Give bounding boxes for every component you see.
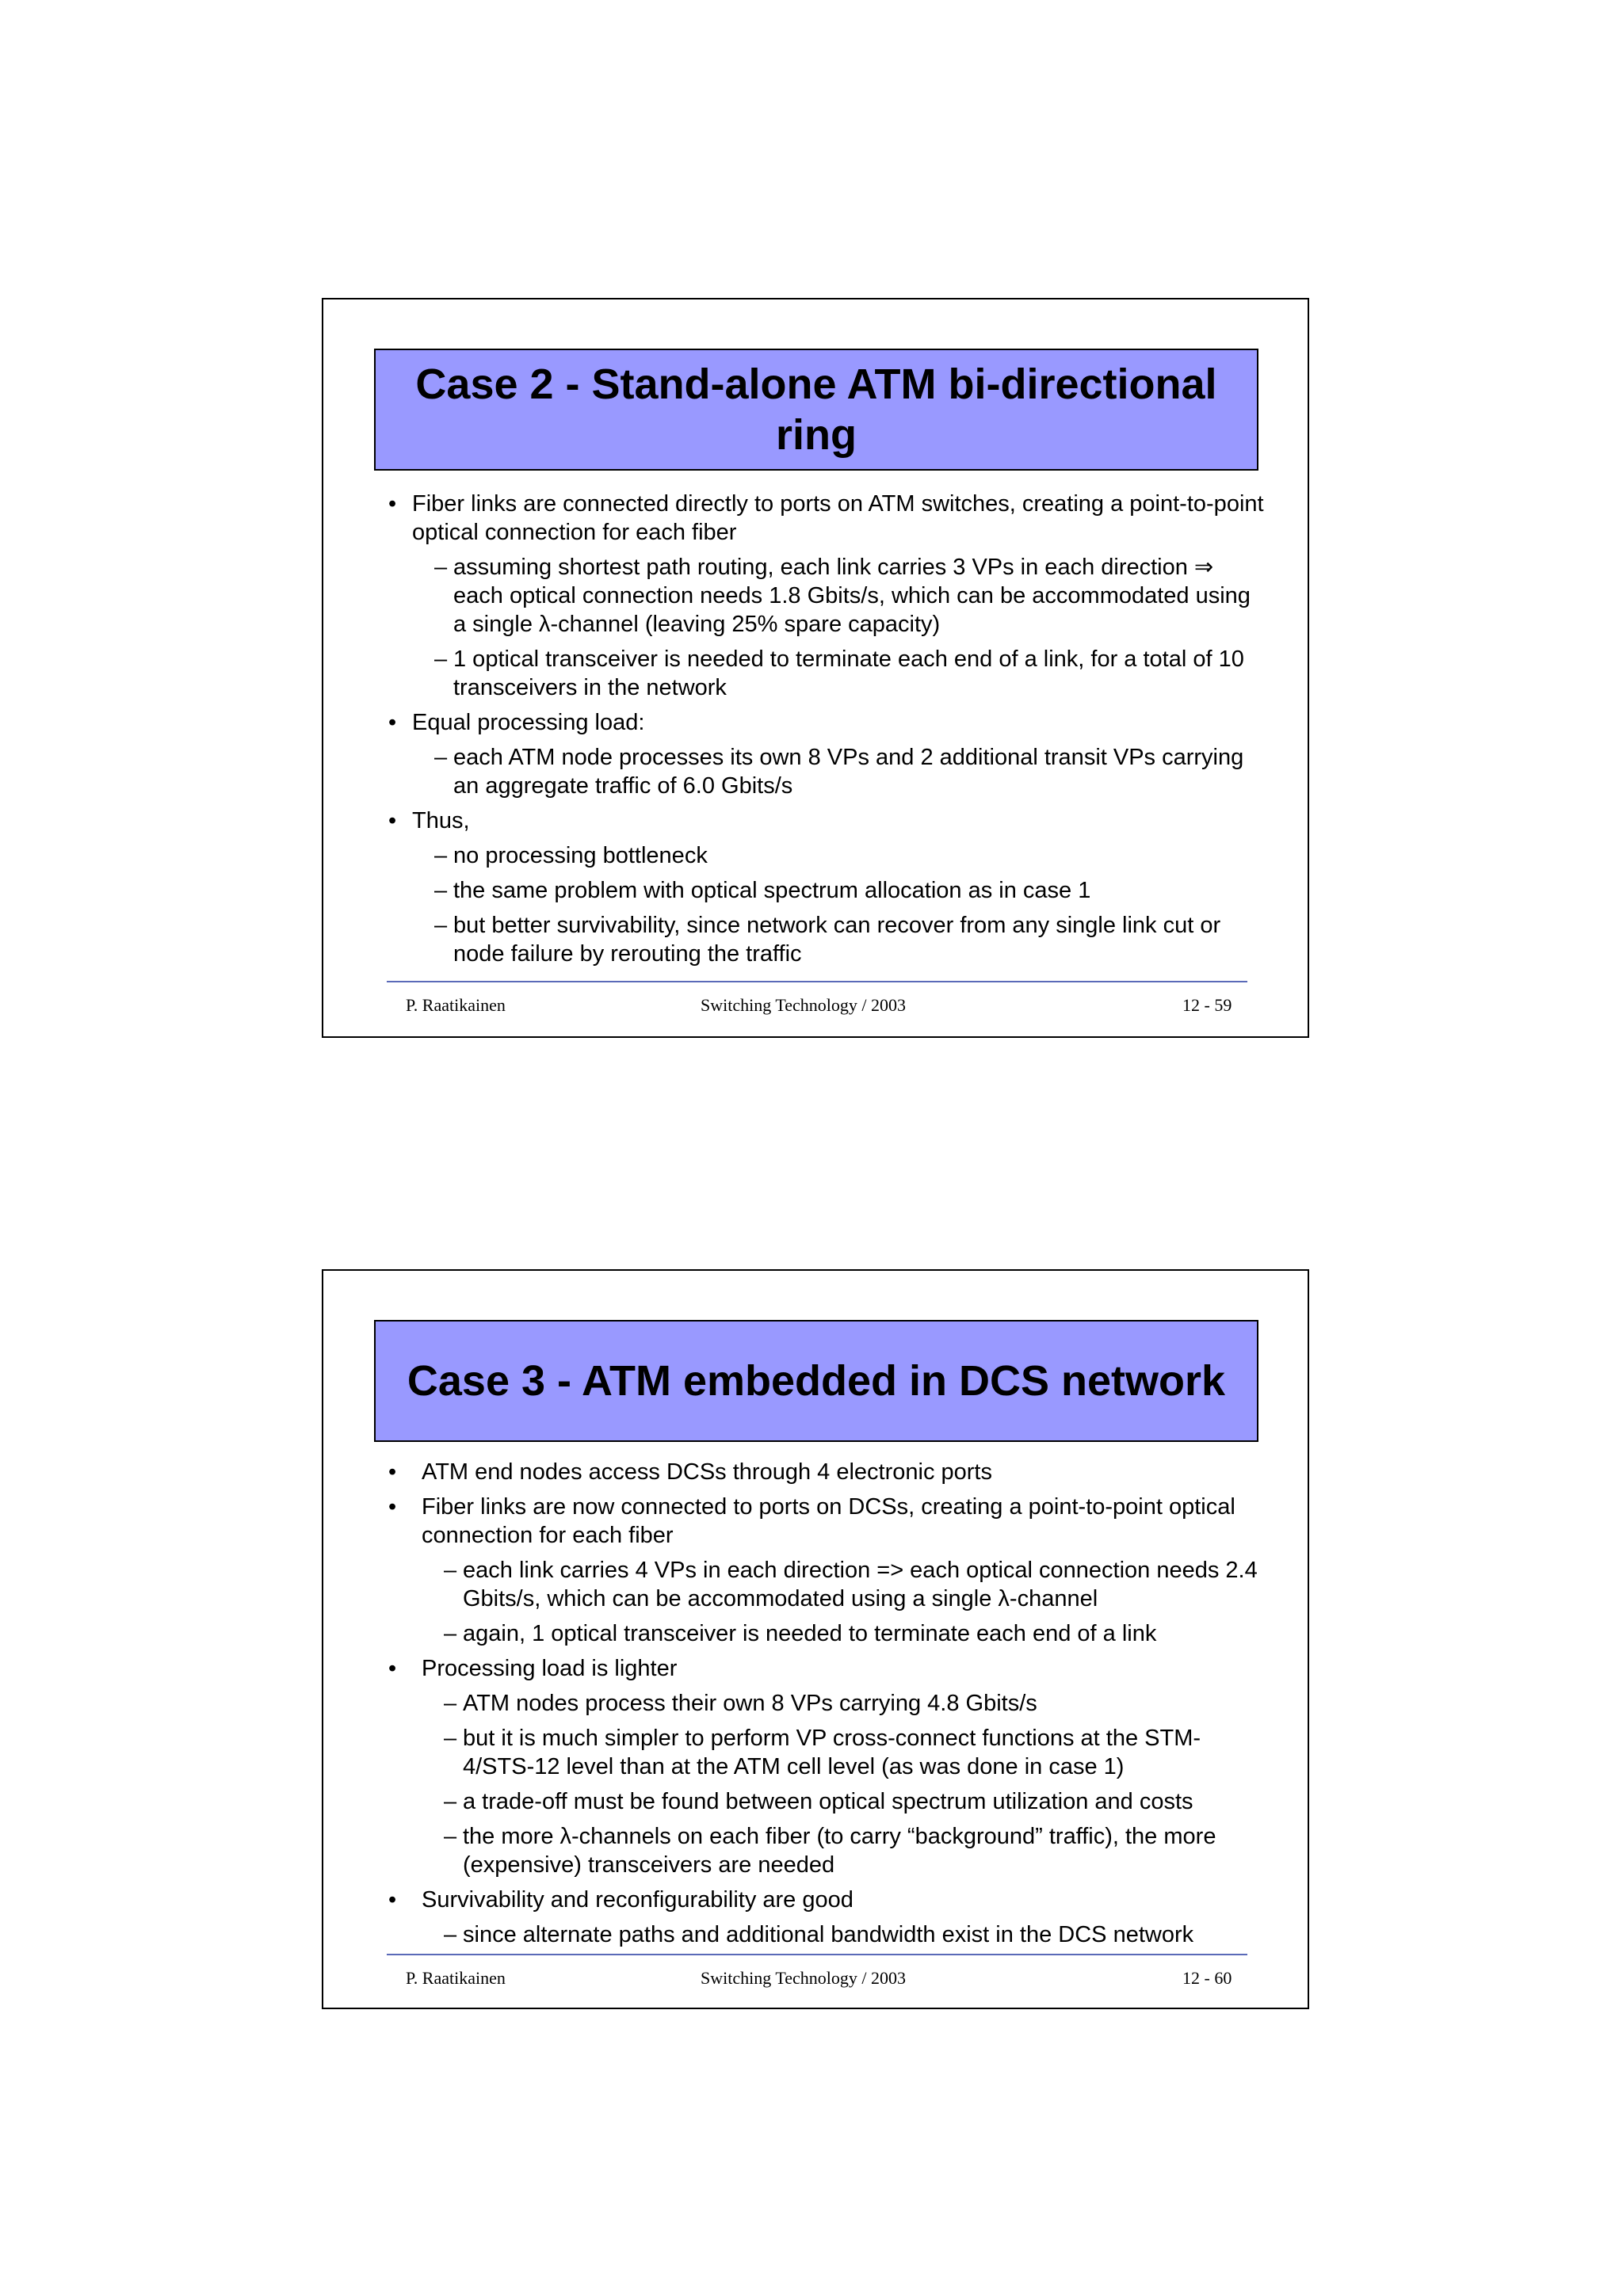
- sub-bullet-item: – but it is much simpler to perform VP cross-connect functions at the STM-4/STS-12 level than at the ATM cell level (as was done in case 1): [444, 1726, 1201, 1779]
- sub-bullet-item: – but better survivability, since network can recover from any single link cut or node failure by rerouting the traffic: [434, 913, 1221, 967]
- sub-bullet-item: – 1 optical transceiver is needed to terminate each end of a link, for a total of 10 transceivers in the network: [434, 646, 1244, 700]
- sub-bullet-item: – no processing bottleneck: [434, 843, 708, 868]
- bullet-item: • Survivability and reconfigurability are good: [387, 1886, 1266, 1914]
- sub-bullet-item: – since alternate paths and additional bandwidth exist in the DCS network: [444, 1922, 1194, 1947]
- sub-bullet-item: – the more λ-channels on each fiber (to carry “background” traffic), the more (expensive) transceivers are needed: [444, 1824, 1216, 1878]
- sub-bullet-item: – the same problem with optical spectrum allocation as in case 1: [434, 878, 1091, 903]
- footer-divider: [387, 981, 1247, 982]
- footer-page-number: 12 - 59: [1182, 995, 1232, 1015]
- slide-title: Case 2 - Stand-alone ATM bi-directional ring: [415, 360, 1217, 459]
- slide-12-59: [322, 298, 1309, 1038]
- footer-author: P. Raatikainen: [406, 1968, 506, 1988]
- footer-course: Switching Technology / 2003: [701, 1968, 906, 1988]
- footer-divider: [387, 1954, 1247, 1955]
- sub-bullet-item: – assuming shortest path routing, each link carries 3 VPs in each direction ⇒ each optical connection needs 1.8 Gbits/s, which can be accommodated using a single λ-channel (leaving 25% spare capacity): [434, 555, 1251, 637]
- slide-content: [387, 490, 1266, 974]
- bullet-item: • Fiber links are connected directly to ports on ATM switches, creating a point-to-point optical connection for each fiber: [387, 490, 1266, 547]
- slide-content: [387, 1458, 1266, 1955]
- slide-title: Case 3 - ATM embedded in DCS network: [407, 1357, 1226, 1405]
- footer-page-number: 12 - 60: [1182, 1968, 1232, 1988]
- bullet-item: • Equal processing load:: [387, 708, 1266, 737]
- sub-bullet-item: – each link carries 4 VPs in each direction => each optical connection needs 2.4 Gbits/s, which can be accommodated using a single λ-channel: [444, 1558, 1258, 1611]
- slide-title-box: [374, 349, 1258, 471]
- sub-bullet-item: – ATM nodes process their own 8 VPs carrying 4.8 Gbits/s: [444, 1691, 1037, 1716]
- slide-title-box: [374, 1320, 1258, 1442]
- sub-bullet-item: – each ATM node processes its own 8 VPs and 2 additional transit VPs carrying an aggregate traffic of 6.0 Gbits/s: [434, 745, 1244, 799]
- footer-author: P. Raatikainen: [406, 995, 506, 1015]
- bullet-item: • ATM end nodes access DCSs through 4 electronic ports: [387, 1458, 1266, 1486]
- sub-bullet-item: – a trade-off must be found between optical spectrum utilization and costs: [444, 1789, 1193, 1814]
- footer-course: Switching Technology / 2003: [701, 995, 906, 1015]
- sub-bullet-item: – again, 1 optical transceiver is needed to terminate each end of a link: [444, 1621, 1157, 1646]
- bullet-item: • Fiber links are now connected to ports on DCSs, creating a point-to-point optical connection for each fiber: [387, 1493, 1266, 1550]
- slide-12-60: [322, 1269, 1309, 2009]
- bullet-item: • Processing load is lighter: [387, 1654, 1266, 1683]
- bullet-item: • Thus,: [387, 807, 1266, 835]
